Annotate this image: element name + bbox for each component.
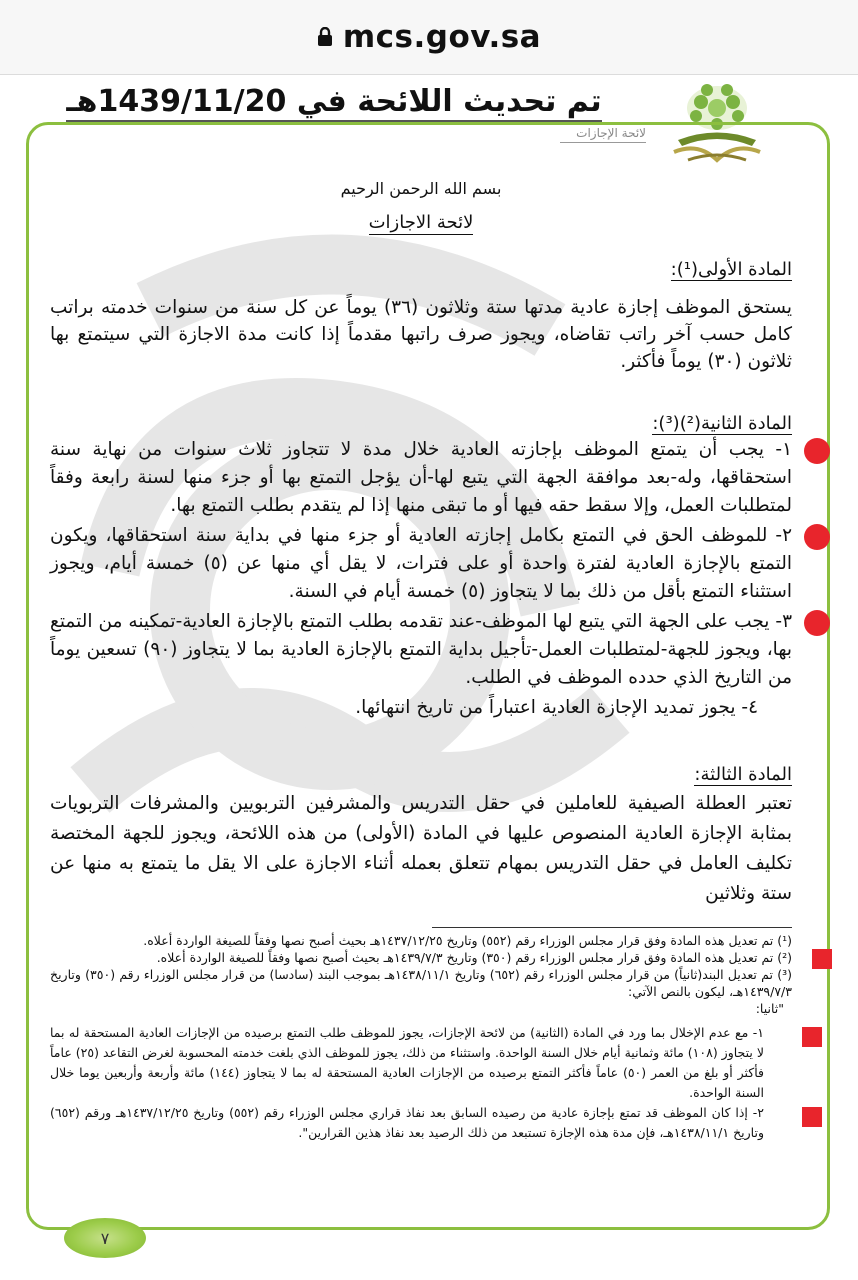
page-number: ٧: [100, 1228, 110, 1248]
update-notice: تم تحديث اللائحة في 1439/11/20هـ: [0, 84, 858, 119]
footnote-divider: [432, 927, 792, 928]
footnote-1: (¹) تم تعديل هذه المادة وفق قرار مجلس الوزراء رقم (٥٥٢) وتاريخ ١٤٣٧/١٢/٢٥هـ بحيث أصبح نصها وفقاً للصيغة الواردة أعلاه.: [143, 933, 792, 948]
lock-icon: [317, 27, 333, 47]
article-2-item-1: ١- يجب أن يتمتع الموظف بإجازته العادية خلال مدة لا تتجاوز ثلاث سنوات من نهاية سنة استحقاقها، وله-بعد موافقة الجهة التي يتبع لها-أن يؤجل التمتع بها أو جزء منها لسنة رابعة وفقاً لمتطلبات العمل، وإلا سقط حقه فيها أو ما تبقى منها إذا لم يتقدم بطلب التمتع بها.: [50, 436, 792, 520]
quote-item-2: ٢- إذا كان الموظف قد تمتع بإجازة عادية من رصيده السابق بعد نفاذ قراري مجلس الوزراء رقم (٥٥٢) وتاريخ ١٤٣٧/١٢/٢٥هـ ورقم (٦٥٢) وتاريخ ١٤٣٨/١١/١هـ، فإن مدة هذه الإجازة تستبعد من ذلك الرصيد بعد نفاذ هذين القرارين".: [50, 1103, 792, 1143]
document-title: لائحة الاجازات: [368, 212, 474, 233]
red-square-marker-icon: [802, 1027, 822, 1047]
url-label: mcs.gov.sa: [342, 19, 542, 55]
quote-intro: "ثانيا:: [755, 1001, 784, 1016]
red-square-marker-icon: [812, 949, 832, 969]
article-2-item-3: ٣- يجب على الجهة التي يتبع لها الموظف-عند تقدمه بطلب التمتع بالإجازة العادية-تمكينه من التمتع بها، ويجوز للجهة-لمتطلبات العمل-تأجيل بداية التمتع بالإجازة العادية بما لا يتجاوز (٩٠) تسعين يوماً من التاريخ الذي حدده الموظف في الطلب.: [50, 608, 792, 692]
document-body: [50, 175, 792, 1143]
article-3-heading: المادة الثالثة:: [694, 764, 792, 785]
basmala: بسم الله الرحمن الرحيم: [340, 179, 502, 198]
article-2-heading: المادة الثانية(²)(³):: [652, 413, 792, 434]
red-marker-icon: [804, 438, 830, 464]
red-marker-icon: [804, 524, 830, 550]
quote-item-1: ١- مع عدم الإخلال بما ورد في المادة (الثانية) من لائحة الإجازات، يجوز للموظف طلب التمتع برصيده من الإجازات العادية المستحقة له بما لا يتجاوز (١٠٨) مائة وثمانية أيام خلال السنة الواحدة. واستثناء من ذلك، يجوز للموظف الذي بلغت خدمته المحسوبة لغرض التقاعد (٢٥) عاماً فأكثر أو بلغ من العمر (٥٠) عاماً فأكثر التمتع برصيده من الإجازات العادية المستحقة له بما لا يتجاوز (١٤٤) مائة وأربعة وأربعين يوما خلال السنة الواحدة.: [50, 1023, 792, 1103]
red-marker-icon: [804, 610, 830, 636]
red-square-marker-icon: [802, 1107, 822, 1127]
browser-url-bar[interactable]: [0, 0, 858, 75]
page-number-badge: [64, 1218, 146, 1258]
article-2-item-2: ٢- للموظف الحق في التمتع بكامل إجازته العادية أو جزء منها في بداية سنة استحقاقها، ويكون التمتع بالإجازة العادية لفترة واحدة أو على فترات، لا يقل أي منها عن (٥) خمسة أيام، ويجوز استثناء التمتع بأقل من ذلك بما لا يتجاوز (٥) خمسة أيام في السنة.: [50, 522, 792, 606]
footnote-3: (³) تم تعديل البند(ثانياً) من قرار مجلس الوزراء رقم (٦٥٢) وتاريخ ١٤٣٨/١١/١هـ بموجب البند (سادسا) من قرار مجلس الوزراء رقم (٣٥٠) وتاريخ ١٤٣٩/٧/٣هـ، ليكون بالنص الآتي:: [50, 967, 792, 999]
footnote-2: (²) تم تعديل هذه المادة وفق قرار مجلس الوزراء رقم (٣٥٠) وتاريخ ١٤٣٩/٧/٣هـ بحيث أصبح نصها وفقاً للصيغة الواردة أعلاه.: [50, 949, 792, 966]
article-3-text: تعتبر العطلة الصيفية للعاملين في حقل التدريس والمشرفين التربويين والمشرفات التربويات بمثابة الإجازة العادية المنصوص عليها في المادة (الأولى) من هذه اللائحة، ويجوز للجهة المختصة تكليف العامل في حقل التدريس بمهام تتعلق بعمله أثناء الاجازة على الا يقل ما يتمتع به منها عن ستة وثلاثين: [50, 793, 792, 904]
article-1-heading: المادة الأولى(¹):: [670, 259, 792, 280]
section-label: لائحة الإجازات: [560, 126, 646, 143]
article-1-text: يستحق الموظف إجازة عادية مدتها ستة وثلاثون (٣٦) يوماً عن كل سنة من سنوات خدمته براتب كامل حسب آخر راتب تقاضاه، ويجوز صرف راتبها مقدماً إذا كانت مدة الاجازة التي سيتمتع بها ثلاثون (٣٠) يوماً فأكثر.: [50, 297, 792, 372]
url-text[interactable]: [317, 19, 541, 55]
article-2-item-4: ٤- يجوز تمديد الإجازة العادية اعتباراً من تاريخ انتهائها.: [355, 697, 758, 718]
